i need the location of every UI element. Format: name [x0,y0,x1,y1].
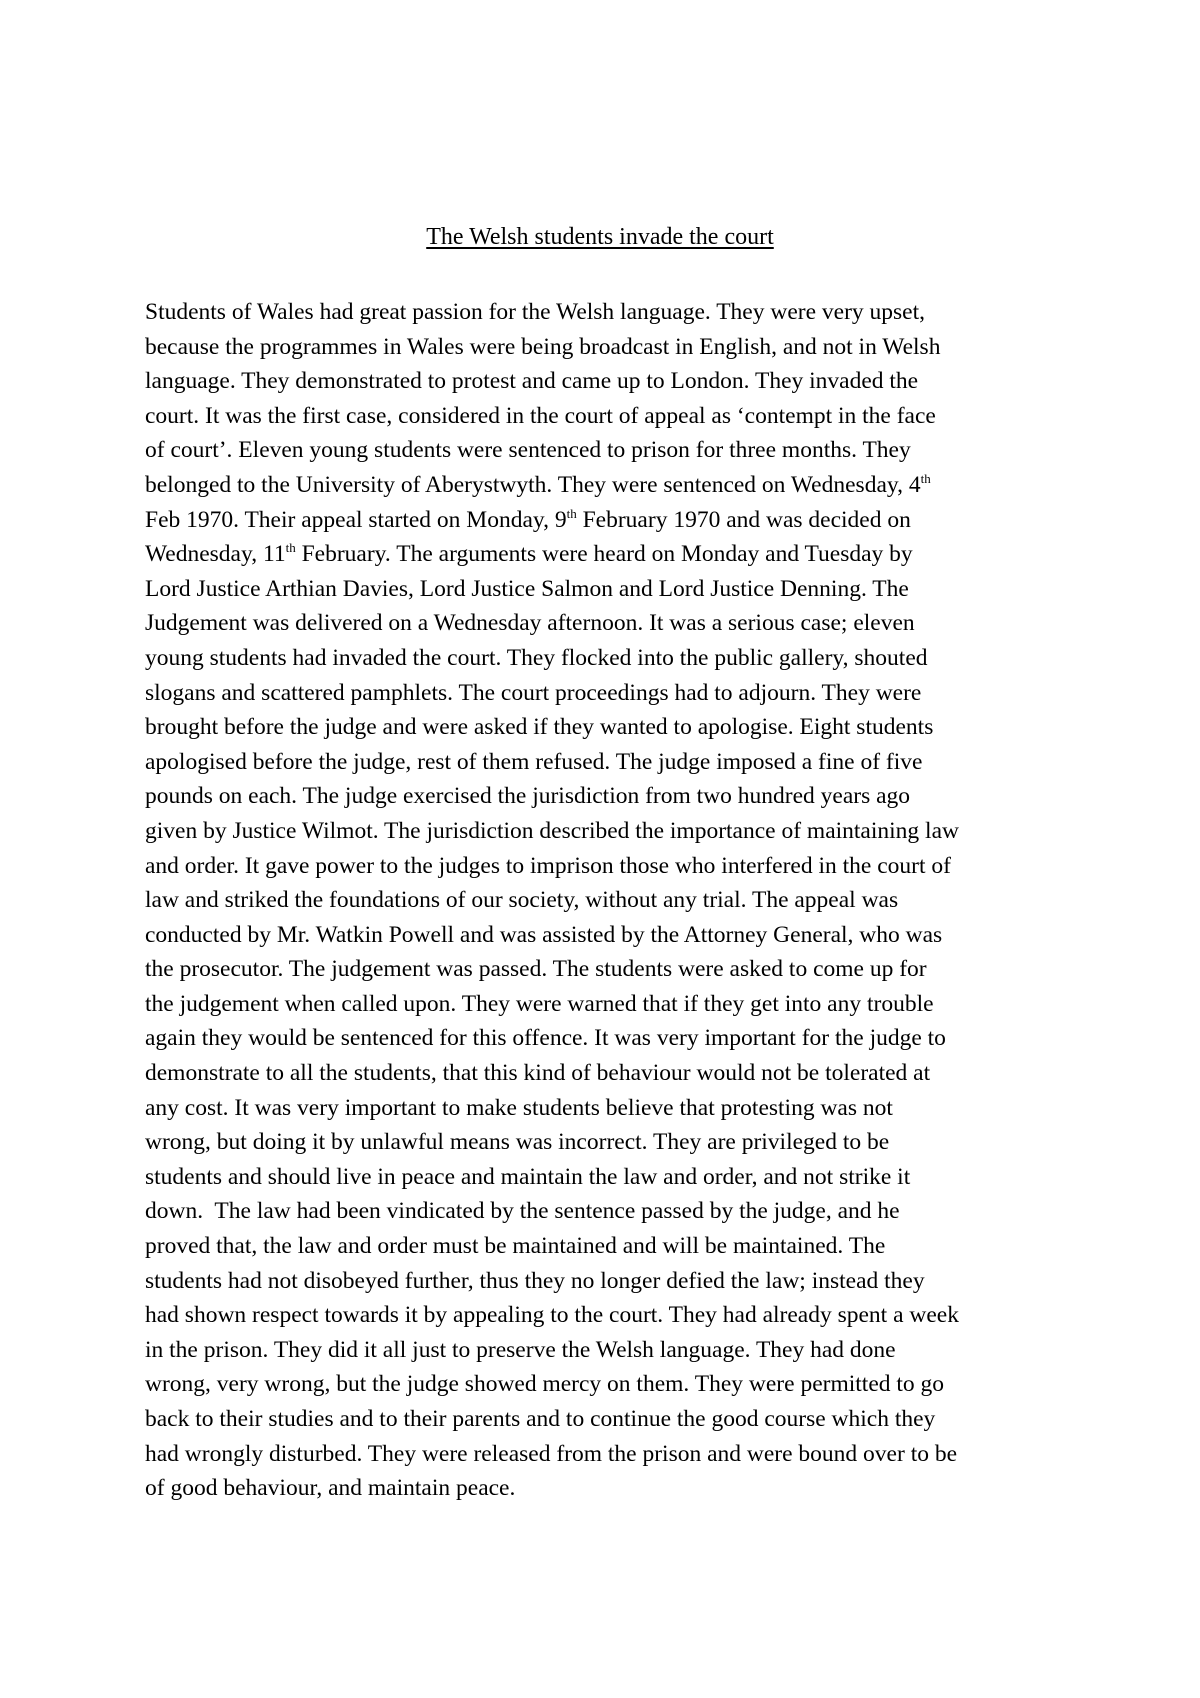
body-line: students had not disobeyed further, thus they no longer defied the law; instead they [145,1267,925,1294]
body-line: of good behaviour, and maintain peace. [145,1475,516,1502]
body-line: law and striked the foundations of our society, without any trial. The appeal was [145,887,899,914]
document-title [0,222,1200,252]
body-line-text: February 1970 and was decided on [576,506,911,533]
body-line: young students had invaded the court. They flocked into the public gallery, shouted [145,644,928,671]
body-line: language. They demonstrated to protest and came up to London. They invaded the [145,368,919,395]
document-title-text: The Welsh students invade the court [426,224,774,250]
body-line: down. The law had been vindicated by the sentence passed by the judge, and he [145,1198,900,1225]
body-line: pounds on each. The judge exercised the jurisdiction from two hundred years ago [145,783,911,810]
body-line: conducted by Mr. Watkin Powell and was assisted by the Attorney General, who was [145,921,943,948]
body-line [145,537,1075,572]
body-line: court. It was the first case, considered in the court of appeal as ‘contempt in the face [145,402,936,429]
body-line: wrong, very wrong, but the judge showed mercy on them. They were permitted to go [145,1371,945,1398]
body-line: slogans and scattered pamphlets. The court proceedings had to adjourn. They were [145,679,922,706]
body-line: in the prison. They did it all just to preserve the Welsh language. They had done [145,1336,896,1363]
body-line: had shown respect towards it by appealing to the court. They had already spent a week [145,1302,959,1329]
body-line: demonstrate to all the students, that this kind of behaviour would not be tolerated at [145,1060,931,1087]
body-line: again they would be sentenced for this offence. It was very important for the judge to [145,1025,946,1052]
body-line-text: Feb 1970. Their appeal started on Monday, 9 [145,506,567,533]
body-line: students and should live in peace and maintain the law and order, and not strike it [145,1163,911,1190]
body-line-text: February. The arguments were heard on Monday and Tuesday by [295,541,913,568]
body-line: back to their studies and to their parents and to continue the good course which they [145,1406,936,1432]
body-line: any cost. It was very important to make students believe that protesting was not [145,1094,893,1121]
document-body [145,295,1075,1506]
body-line: of court’. Eleven young students were sentenced to prison for three months. They [145,437,911,464]
body-line: proved that, the law and order must be maintained and will be maintained. The [145,1233,886,1260]
body-line-text: Wednesday, 11 [145,541,286,568]
body-line: and order. It gave power to the judges to imprison those who interfered in the court of [145,852,951,879]
body-line [145,503,1075,538]
body-line: the judgement when called upon. They were warned that if they get into any trouble [145,990,934,1017]
body-line-text: belonged to the University of Aberystwyth. They were sentenced on Wednesday, 4 [145,471,921,498]
body-line: Students of Wales had great passion for the Welsh language. They were very upset, [145,299,925,325]
body-line: the prosecutor. The judgement was passed. The students were asked to come up for [145,956,927,983]
ordinal-suffix: th [920,471,931,487]
ordinal-suffix: th [566,505,577,521]
body-line: given by Justice Wilmot. The jurisdiction described the importance of maintaining law [145,817,959,844]
body-line: Lord Justice Arthian Davies, Lord Justice Salmon and Lord Justice Denning. The [145,575,909,602]
body-line [145,468,1075,503]
body-line: brought before the judge and were asked if they wanted to apologise. Eight students [145,714,934,741]
body-line: because the programmes in Wales were being broadcast in English, and not in Welsh [145,333,941,360]
body-line: wrong, but doing it by unlawful means was incorrect. They are privileged to be [145,1129,890,1156]
body-line: apologised before the judge, rest of them refused. The judge imposed a fine of five [145,748,923,775]
body-line: Judgement was delivered on a Wednesday afternoon. It was a serious case; eleven [145,610,915,637]
ordinal-suffix: th [285,540,296,556]
body-line: had wrongly disturbed. They were released from the prison and were bound over to be [145,1440,958,1467]
